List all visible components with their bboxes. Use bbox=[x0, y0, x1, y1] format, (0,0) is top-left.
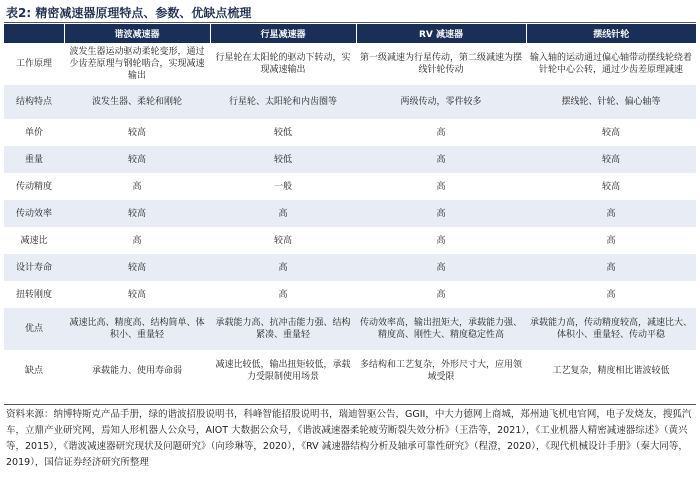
row-label: 缺点 bbox=[24, 366, 43, 376]
table-cell: 多结构和工艺复杂，外形尺寸大，应用领域受限 bbox=[359, 360, 522, 382]
table-cell: 较高 bbox=[64, 254, 210, 281]
table-cell: 行星轮、太阳轮和内齿圈等 bbox=[210, 85, 356, 119]
table-row bbox=[4, 350, 696, 392]
table-cell: 摆线轮、针轮、偏心轴等 bbox=[526, 85, 696, 119]
table-cell: 承载能力、使用寿命弱 bbox=[91, 366, 182, 376]
table-cell: 传动效率高，输出扭矩大，承载能力强、精度高、刚性大、精度稳定性高 bbox=[356, 308, 526, 350]
table-cell: 较高 bbox=[526, 146, 696, 173]
table-row bbox=[4, 254, 696, 281]
table-cell: 高 bbox=[526, 200, 696, 227]
table-cell: 高 bbox=[436, 127, 446, 138]
table-row bbox=[4, 85, 696, 119]
table-cell: 承载能力高，传动精度较高，减速比大、体积小、重量轻、传动平稳 bbox=[526, 308, 696, 350]
table-cell: 减速比较低，输出扭矩较低，承载力受限制使用场景 bbox=[215, 360, 351, 382]
row-label: 重量 bbox=[4, 146, 64, 173]
table-cell: 较低 bbox=[210, 146, 356, 173]
row-label: 工作原理 bbox=[15, 59, 52, 69]
table-cell: 一般 bbox=[273, 181, 292, 192]
row-label: 减速比 bbox=[20, 235, 48, 246]
table-cell: 工艺复杂，精度相比谐波较低 bbox=[552, 366, 670, 376]
row-label: 设计寿命 bbox=[4, 254, 64, 281]
header-cell-cycloid: 摆线针轮 bbox=[526, 24, 696, 43]
table-cell: 波发生器、柔轮和刚轮 bbox=[64, 85, 210, 119]
table-cell: 两级传动，零件较多 bbox=[356, 85, 526, 119]
header-cell-harmonic: 谐波减速器 bbox=[64, 24, 210, 43]
comparison-table bbox=[4, 24, 696, 392]
table-cell: 高 bbox=[436, 181, 446, 192]
row-label: 传动精度 bbox=[15, 181, 52, 192]
table-cell: 较高 bbox=[273, 235, 292, 246]
table-cell: 减速比高、精度高、结构简单、体积小、重量轻 bbox=[64, 308, 210, 350]
table-cell: 高 bbox=[278, 289, 288, 300]
table-row bbox=[4, 281, 696, 308]
table-cell: 高 bbox=[210, 254, 356, 281]
table-cell: 较高 bbox=[601, 181, 620, 192]
table-cell: 输入轴的运动通过偏心轴带动摆线轮绕着针轮中心公转，通过少齿差原理减速 bbox=[529, 53, 692, 75]
source-note: 资料来源：纳博特斯克产品手册，绿的谐波招股说明书，科峰智能招股说明书，瑞迪智驱公告，GGII，中大力德网上商城，郑州迪飞机电官网，电子发烧友，搜狐汽车，立鼎产业研究网，焉知人形机器人公众号，AIOT 大数据公众号，《谐波减速器柔轮疲劳断裂失效分析》（王浩等，2021），《工业机器人精密减速器综述》（黄兴等，2015），《谐波减速器研究现状及问题研究》（向珍琳等，2020），《RV 减速器结构分析及轴承可靠性研究》（程澄，2020），《现代机械设计手册》（秦大同等，2019），国信证券经济研究所整理 bbox=[6, 409, 692, 468]
row-label: 结构特点 bbox=[4, 85, 64, 119]
table-row bbox=[4, 43, 696, 85]
title-divider bbox=[4, 22, 696, 23]
table-cell: 较高 bbox=[64, 146, 210, 173]
row-label: 优点 bbox=[4, 308, 64, 350]
table-cell: 波发生器运动驱动柔轮变形，通过少齿差原理与钢轮啮合，实现减速输出 bbox=[69, 47, 205, 81]
table-row bbox=[4, 200, 696, 227]
table-cell: 高 bbox=[436, 289, 446, 300]
table-row bbox=[4, 227, 696, 254]
header-cell-planetary: 行星减速器 bbox=[210, 24, 356, 43]
table-row bbox=[4, 146, 696, 173]
table-cell: 较高 bbox=[127, 127, 146, 138]
table-cell: 高 bbox=[132, 181, 142, 192]
table-cell: 高 bbox=[210, 200, 356, 227]
table-row bbox=[4, 308, 696, 350]
table-cell: 较高 bbox=[601, 127, 620, 138]
table-cell: 第一级减速为行星传动，第二级减速为摆线针轮传动 bbox=[359, 53, 522, 75]
table-cell: 高 bbox=[436, 235, 446, 246]
table-cell: 高 bbox=[526, 254, 696, 281]
row-label: 扭转刚度 bbox=[15, 289, 52, 300]
source-divider bbox=[4, 404, 696, 405]
table-cell: 高 bbox=[356, 200, 526, 227]
row-label: 传动效率 bbox=[4, 200, 64, 227]
table-cell: 高 bbox=[356, 146, 526, 173]
table-title: 表2: 精密减速器原理特点、参数、优缺点梳理 bbox=[6, 6, 252, 20]
table-cell: 行星轮在太阳轮的驱动下转动，实现减速输出 bbox=[215, 53, 351, 75]
table-row bbox=[4, 173, 696, 200]
table-row bbox=[4, 119, 696, 146]
table-cell: 高 bbox=[356, 254, 526, 281]
table-cell: 高 bbox=[606, 289, 616, 300]
table-cell: 高 bbox=[132, 235, 142, 246]
table-cell: 较低 bbox=[273, 127, 292, 138]
row-label: 单价 bbox=[24, 127, 43, 138]
table-cell: 较高 bbox=[64, 200, 210, 227]
table-cell: 高 bbox=[606, 235, 616, 246]
header-cell-rv: RV 减速器 bbox=[356, 24, 526, 43]
table-cell: 承载能力高、抗冲击能力强、结构紧凑、重量轻 bbox=[210, 308, 356, 350]
header-row bbox=[4, 24, 696, 43]
table-cell: 较高 bbox=[127, 289, 146, 300]
header-cell-blank bbox=[4, 24, 64, 43]
